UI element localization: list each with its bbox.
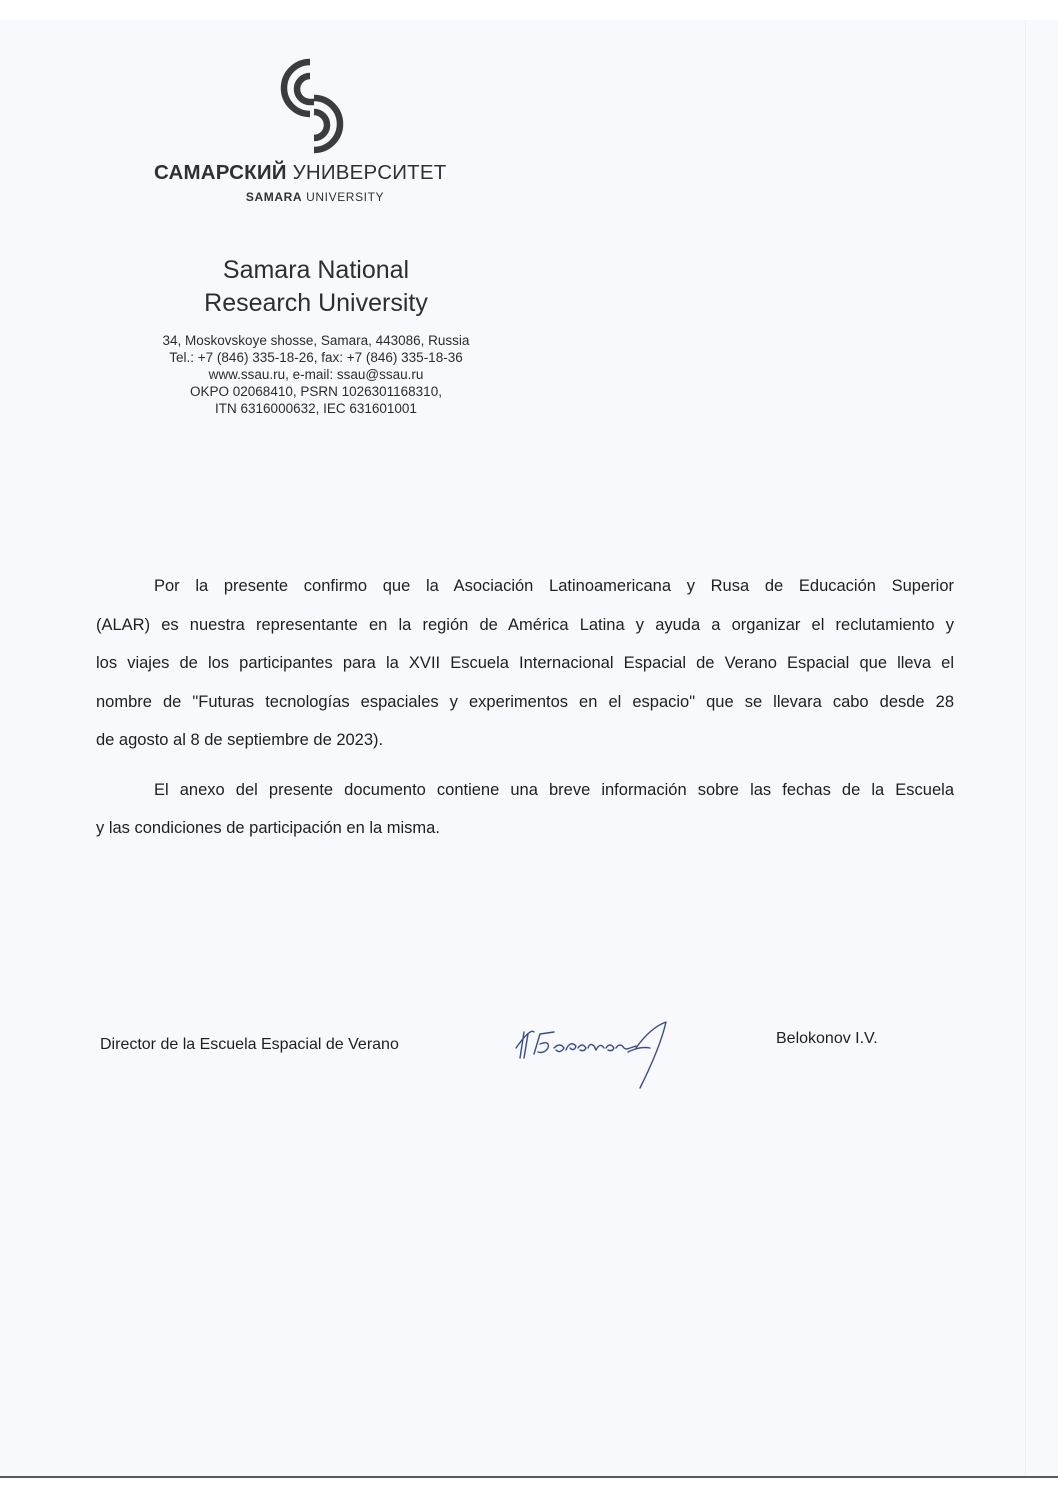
paragraph-line [96, 771, 954, 810]
scanned-letter-page [0, 20, 1058, 1478]
paragraph-line: nombre de "Futuras tecnologías espaciales y experimentos en el espacio" que se llevara cabo desde 28 [96, 692, 954, 711]
university-title [120, 254, 512, 320]
line-text: El anexo del presente documento contiene una breve información sobre las fechas de la Escuela [154, 780, 954, 799]
paragraph-line: de agosto al 8 de septiembre de 2023). [96, 731, 384, 749]
university-contacts [120, 332, 512, 417]
samara-university-logo-icon [276, 56, 348, 156]
handwritten-signature-icon [510, 1018, 720, 1098]
brand-en-light: UNIVERSITY [306, 190, 385, 204]
paragraph-line: los viajes de los participantes para la XVII Escuela Internacional Espacial de Verano Espacial que lleva el [96, 654, 954, 672]
paragraph-line [96, 567, 954, 606]
brand-ru-light: УНИВЕРСИТЕТ [292, 161, 447, 184]
signature-block [0, 1030, 1058, 1100]
scan-edge-line [1025, 20, 1026, 1476]
line-text: Por la presente confirmo que la Asociación Latinoamericana y Rusa de Educación Superior [154, 577, 954, 595]
university-title-line-2: Research University [204, 289, 428, 317]
contact-itn-iec: ITN 6316000632, IEC 631601001 [215, 401, 417, 416]
paragraph-line: y las condiciones de participación en la misma. [96, 819, 440, 837]
letter-body [96, 567, 954, 848]
contact-okpo-psrn: OKPO 02068410, PSRN 1026301168310, [190, 384, 442, 399]
contact-web-email: www.ssau.ru, e-mail: ssau@ssau.ru [208, 367, 424, 382]
brand-name-english [154, 190, 476, 204]
contact-phone-fax: Tel.: +7 (846) 335-18-26, fax: +7 (846) 335-18-36 [169, 350, 463, 365]
paragraph-confirmation [96, 567, 954, 760]
signatory-title: Director de la Escuela Espacial de Verano [100, 1036, 399, 1053]
brand-en-bold: SAMARA [245, 190, 303, 204]
signatory-name: Belokonov I.V. [776, 1030, 878, 1047]
paragraph-line: (ALAR) es nuestra representante en la región de América Latina y ayuda a organizar el reclutamiento y [96, 615, 954, 634]
brand-name-russian [154, 161, 484, 185]
university-title-line-1: Samara National [222, 256, 410, 284]
brand-ru-bold: САМАРСКИЙ [154, 161, 287, 184]
contact-address: 34, Moskovskoye shosse, Samara, 443086, Russia [162, 333, 470, 348]
paragraph-annex [96, 771, 954, 848]
